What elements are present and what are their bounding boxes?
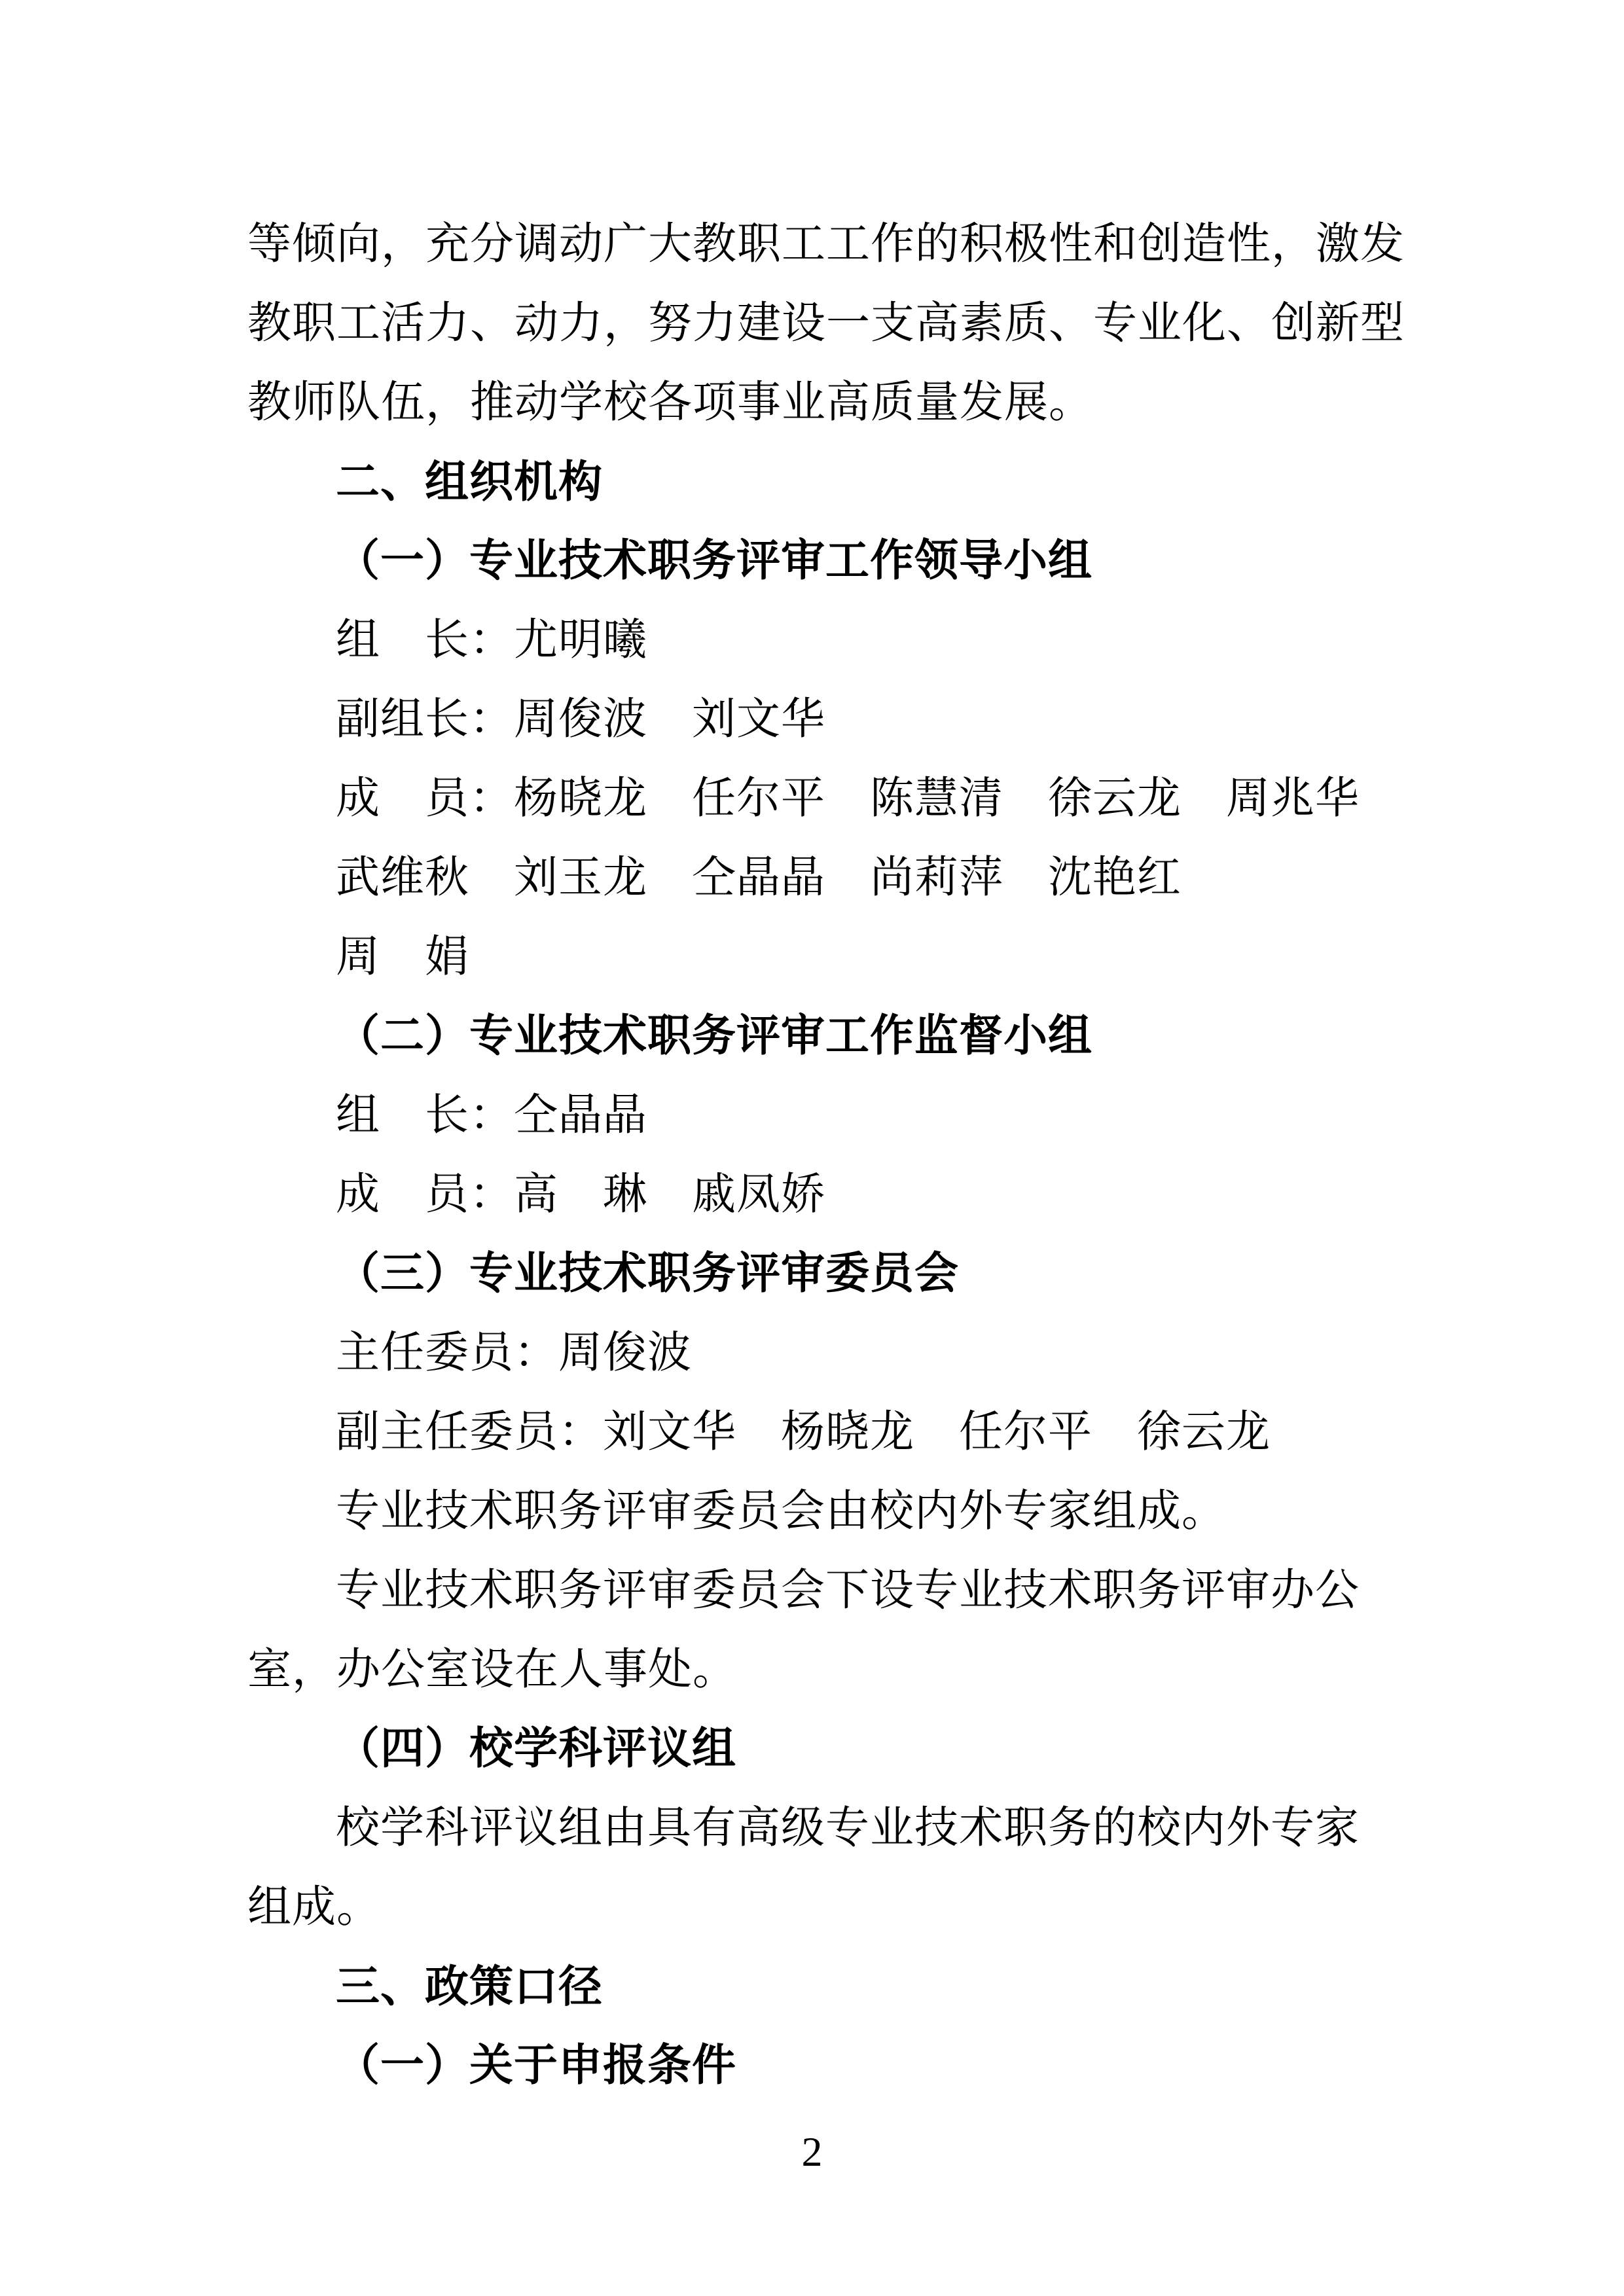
member-line-deputy-chief-members: 副主任委员：刘文华 杨晓龙 任尔平 徐云龙 (336, 1408, 1271, 1456)
subheading-discipline-panel: （四）校学科评议组 (336, 1725, 736, 1773)
heading-policy: 三、政策口径 (336, 1962, 603, 2011)
paragraph-line: 等倾向，充分调动广大教职工工作的积极性和创造性，激发 (247, 220, 1405, 268)
member-line-members-continued: 周 娟 (336, 933, 469, 981)
subheading-leading-group: （一）专业技术职务评审工作领导小组 (336, 537, 1092, 585)
member-line-members: 成 员：杨晓龙 任尔平 陈慧清 徐云龙 周兆华 (336, 774, 1360, 823)
member-line-members: 成 员：高 琳 戚凤娇 (336, 1170, 825, 1219)
member-line-deputy-leaders: 副组长：周俊波 刘文华 (336, 695, 825, 744)
member-line-group-leader: 组 长：尤明曦 (336, 616, 647, 664)
paragraph-line: 教师队伍，推动学校各项事业高质量发展。 (247, 378, 1093, 427)
subheading-application-conditions: （一）关于申报条件 (336, 2041, 736, 2090)
member-line-group-leader: 组 长：仝晶晶 (336, 1091, 647, 1139)
document-body (247, 205, 1434, 2106)
paragraph-line: 校学科评议组由具有高级专业技术职务的校内外专家 (336, 1804, 1360, 1852)
member-line-members-continued: 武维秋 刘玉龙 仝晶晶 尚莉萍 沈艳红 (336, 853, 1182, 902)
subheading-supervision-group: （二）专业技术职务评审工作监督小组 (336, 1012, 1092, 1060)
paragraph-line: 专业技术职务评审委员会由校内外专家组成。 (336, 1487, 1226, 1535)
paragraph-line: 室，办公室设在人事处。 (247, 1645, 737, 1694)
member-line-chief-member: 主任委员：周俊波 (336, 1329, 692, 1377)
paragraph-line: 教职工活力、动力，努力建设一支高素质、专业化、创新型 (247, 299, 1405, 348)
heading-organization: 二、组织机构 (336, 457, 603, 507)
page-number: 2 (801, 2128, 823, 2175)
subheading-review-committee: （三）专业技术职务评审委员会 (336, 1249, 959, 1298)
paragraph-line: 组成。 (247, 1883, 381, 1931)
paragraph-line: 专业技术职务评审委员会下设专业技术职务评审办公 (336, 1566, 1360, 1615)
